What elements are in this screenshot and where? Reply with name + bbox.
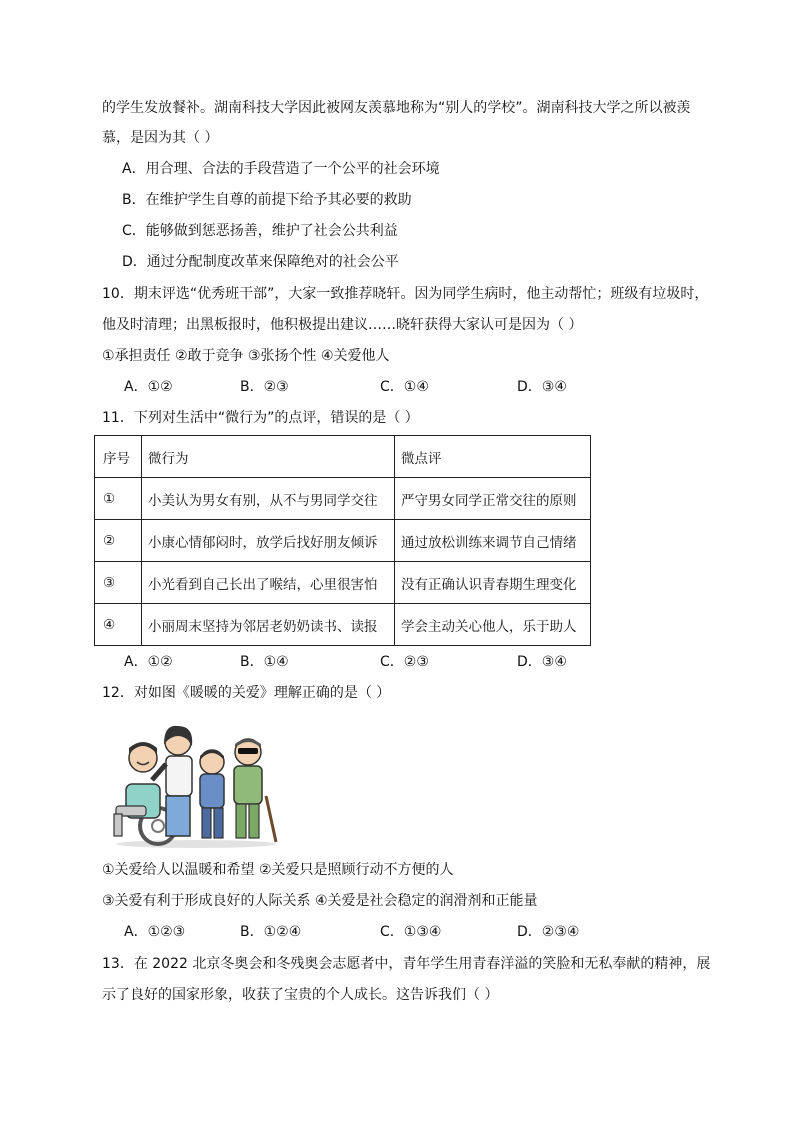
row-comment: 通过放松训练来调节自己情绪 <box>395 520 591 562</box>
blind-man-figure <box>234 739 276 842</box>
q12-stem: 12．对如图《暖暖的关爱》理解正确的是（ ） <box>102 685 391 701</box>
q9-option-a: A．用合理、合法的手段营造了一个公平的社会环境 <box>122 161 440 177</box>
row-behavior: 小丽周末坚持为邻居老奶奶读书、读报 <box>142 604 395 646</box>
row-comment: 严守男女同学正常交往的原则 <box>395 478 591 520</box>
q10-option-a: A．①② <box>124 379 173 395</box>
q10-option-d: D．③④ <box>517 379 567 395</box>
q9-option-c: C．能够做到惩恶扬善，维护了社会公共利益 <box>122 223 398 239</box>
q10-statements: ①承担责任 ②敢于竞争 ③张扬个性 ④关爱他人 <box>102 348 390 364</box>
q12-options <box>0 922 794 942</box>
q12-option-d: D．②③④ <box>517 924 580 940</box>
q12-option-b: B．①②④ <box>240 924 302 940</box>
q11-option-d: D．③④ <box>517 654 567 670</box>
q13-stem-line2: 示了良好的国家形象，收获了宝贵的个人成长。这告诉我们（ ） <box>102 987 499 1003</box>
header-comment: 微点评 <box>395 436 591 478</box>
q11-option-a: A．①② <box>124 654 173 670</box>
q10-option-b: B．②③ <box>240 379 289 395</box>
q11-stem: 11．下列对生活中“微行为”的点评，错误的是（ ） <box>102 410 419 426</box>
row-index: ② <box>95 520 142 562</box>
q11-table <box>94 435 591 646</box>
q12-option-a: A．①②③ <box>124 924 186 940</box>
q9-stem-line2: 慕，是因为其（ ） <box>102 130 219 146</box>
table-row <box>95 478 591 520</box>
table-row <box>95 562 591 604</box>
row-index: ④ <box>95 604 142 646</box>
q10-option-c: C．①④ <box>380 379 429 395</box>
q12-option-c: C．①③④ <box>380 924 442 940</box>
row-behavior: 小康心情郁闷时，放学后找好朋友倾诉 <box>142 520 395 562</box>
q12-statements-line2: ③关爱有利于形成良好的人际关系 ④关爱是社会稳定的润滑剂和正能量 <box>102 893 538 909</box>
q12-statements-line1: ①关爱给人以温暖和希望 ②关爱只是照顾行动不方便的人 <box>102 862 454 878</box>
table-row <box>95 520 591 562</box>
q13-stem-line1: 13．在 2022 北京冬奥会和冬残奥会志愿者中，青年学生用青春洋溢的笑脸和无私奉献的精神，展 <box>102 956 711 972</box>
row-index: ① <box>95 478 142 520</box>
header-index: 序号 <box>95 436 142 478</box>
row-behavior: 小光看到自己长出了喉结，心里很害怕 <box>142 562 395 604</box>
q11-options <box>0 652 794 672</box>
table-row <box>95 604 591 646</box>
q10-stem-line1: 10．期末评选“优秀班干部”，大家一致推荐晓轩。因为同学生病时，他主动帮忙；班级有垃圾时， <box>102 286 709 302</box>
row-comment: 学会主动关心他人，乐于助人 <box>395 604 591 646</box>
row-behavior: 小美认为男女有别，从不与男同学交往 <box>142 478 395 520</box>
q9-option-b: B．在维护学生自尊的前提下给予其必要的救助 <box>122 192 412 208</box>
q9-stem-line1: 的学生发放餐补。湖南科技大学因此被网友羡慕地称为“别人的学校”。湖南科技大学之所以被羡 <box>102 100 691 116</box>
boy-figure <box>200 750 224 838</box>
caring-illustration <box>106 718 282 850</box>
q10-options <box>0 377 794 397</box>
row-comment: 没有正确认识青春期生理变化 <box>395 562 591 604</box>
q9-option-d: D．通过分配制度改革来保障绝对的社会公平 <box>122 254 399 270</box>
q11-option-b: B．①④ <box>240 654 289 670</box>
q11-option-c: C．②③ <box>380 654 429 670</box>
header-behavior: 微行为 <box>142 436 395 478</box>
q10-stem-line2: 他及时清理；出黑板报时，他积极提出建议……晓轩获得大家认可是因为（ ） <box>102 317 583 333</box>
row-index: ③ <box>95 562 142 604</box>
table-header-row <box>95 436 591 478</box>
